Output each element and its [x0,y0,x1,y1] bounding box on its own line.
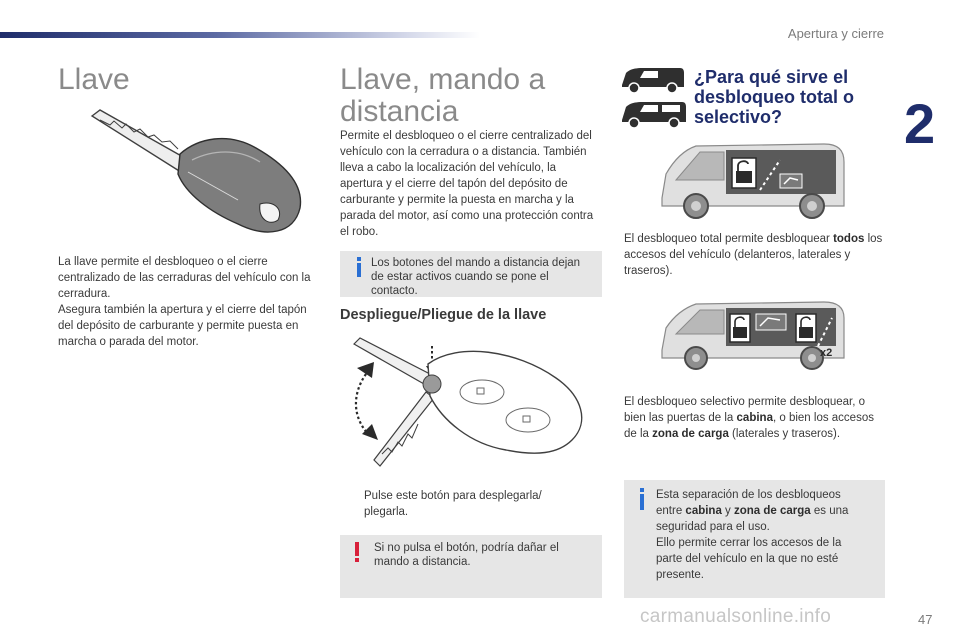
separation-note-bold-1: cabina [685,505,722,517]
hand-on-handle-icon [756,314,786,330]
selective-unlock-2: , o bien los accesos de la [624,412,874,440]
chapter-number: 2 [904,92,936,155]
remote-fob [423,351,582,453]
key-illustration [88,108,310,244]
warning-icon [355,542,359,556]
key-paragraph: La llave permite el desbloqueo o el cierre centralizado de las cerraduras del vehículo con la cerradura. Asegura también la apertura y el cierre del tapón del depósito de carburante y permite puesta en marcha o parada del motor. [58,256,311,348]
warning-box [340,535,602,598]
section-title: Apertura y cierre [787,26,884,41]
info-icon [640,494,644,510]
unlock-title-line3: selectivo? [694,107,783,127]
separation-info-text [656,487,868,583]
rotation-arrow-icon [356,362,378,440]
unlocked-padlock-icon [732,158,756,188]
unlocked-padlock-icon [796,314,816,342]
key-blade [92,110,192,174]
selective-unlock-1: El desbloqueo selectivo permite desbloquear, o bien las puertas de la [624,396,866,424]
separation-note-2: y [721,505,734,517]
unlocked-padlock-icon [730,314,750,342]
remote-info-box [340,251,602,297]
unlock-title [694,67,854,127]
separation-note-bold-2: zona de carga [734,505,811,517]
watermark: carmanualsonline.info [640,606,832,627]
key-head [178,139,301,232]
selective-unlock-bold-1: cabina [736,412,773,424]
unlock-title-line1: ¿Para qué sirve el [694,67,849,87]
total-unlock-bold: todos [833,233,865,245]
separation-note-3: es una seguridad para el uso. [656,505,849,533]
selective-unlock-text [624,394,886,442]
total-unlock-pre: El desbloqueo total permite desbloquear [624,233,834,245]
warning-text: Si no pulsa el botón, podría dañar el mando a distancia. [374,542,559,568]
separation-info-box [624,480,885,598]
total-unlock-text [624,231,886,279]
fold-subheading: Despliegue/Pliegue de la llave [340,307,547,323]
remote-info-text: Los botones del mando a distancia dejan de estar activos cuando se pone el contacto. [371,257,581,297]
van-total-unlock-illustration [656,140,848,224]
selective-unlock-bold-2: zona de carga [652,428,729,440]
info-icon [357,263,361,277]
header-gradient-bar [0,32,480,38]
key-blade-folded [354,338,430,384]
fold-bullet-text: Pulse este botón para desplegarla/ plegarla. [364,490,542,518]
separation-note-1: Esta separación de los desbloqueos entre [656,489,841,517]
unlock-title-line2: desbloqueo total o [694,87,854,107]
total-unlock-post: los accesos del vehículo (delanteros, laterales y traseros). [624,233,883,277]
page-number: 47 [918,612,933,627]
x2-badge: x2 [820,347,833,359]
van-selective-unlock-illustration [656,300,848,376]
key-title: Llave [58,63,130,96]
remote-key-illustration [346,336,598,476]
remote-paragraph: Permite el desbloqueo o el cierre centralizado del vehículo con la cerradura o a distancia. También lleva a cabo la localización del vehículo, la apertura y el cierre del tapón del depósito de carburante y permite la puesta en marcha y la parada del motor, así como una protección contra el robo. [340,130,594,238]
van-icon-top [620,65,686,95]
separation-note-4: Ello permite cerrar los accesos de la parte del vehículo en la que no esté presente. [656,537,842,581]
selective-unlock-3: (laterales y traseros). [728,428,841,440]
key-blade-unfolded [374,392,434,466]
remote-title-line1: Llave, mando a [340,63,546,96]
van-icon-bottom [620,98,688,130]
remote-title-line2: distancia [340,94,459,128]
hand-on-handle-icon [780,174,802,188]
remote-title [340,64,545,127]
fold-bullet [342,488,582,520]
